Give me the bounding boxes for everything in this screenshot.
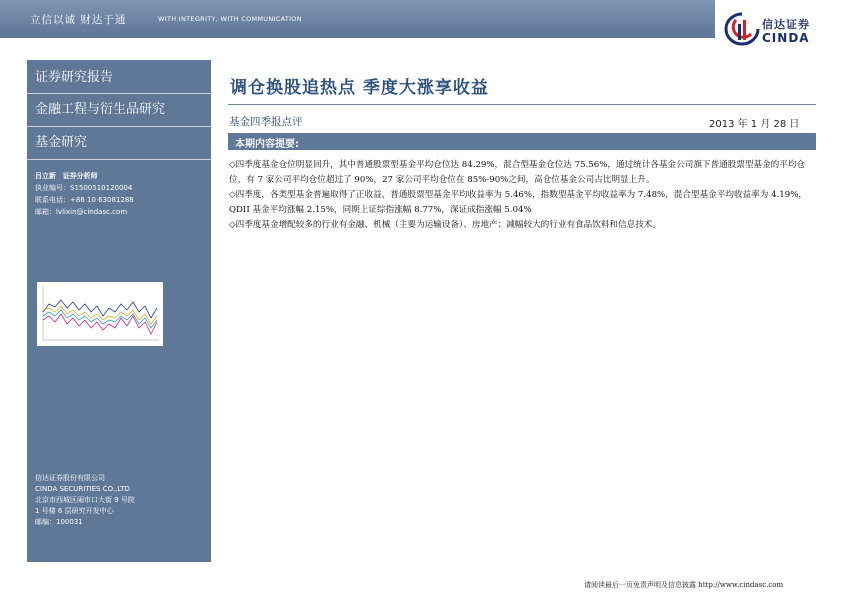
brand-name-en: CINDA [762, 31, 810, 45]
company-address-1: 北京市西城区闹市口大街 9 号院 [35, 496, 135, 504]
postcode-label: 邮编： [35, 518, 56, 526]
phone-label: 联系电话： [35, 196, 70, 204]
header-bar [0, 0, 715, 38]
summary-paragraph: ◇四季度基金增配较多的行业有金融、机械（主要为运输设备）、房地产；减幅较大的行业有食品饮料和信息技术。 [229, 220, 661, 230]
category-securities-research: 证券研究报告 [35, 70, 114, 85]
sidebar [27, 60, 211, 562]
slogan-en: WITH INTEGRITY, WITH COMMUNICATION [158, 15, 302, 23]
summary-header-band [228, 133, 816, 150]
cert-label: 执业编号： [35, 184, 70, 192]
summary-paragraph: ◇四季度，各类型基金普遍取得了正收益，普通股票型基金平均收益率为 5.46%，指数型基金平均收益率为 7.48%，混合型基金平均收益率为 4.19%，QDII 基金平均涨幅 2.15%，同期上证综指涨幅 8.77%，深证成指涨幅 5.04% [229, 190, 807, 215]
company-info [35, 473, 135, 528]
cert-number: S1500510120004 [70, 184, 133, 192]
analyst-name: 吕立新 [35, 172, 56, 180]
divider [27, 159, 211, 160]
report-title: 调仓换股追热点 季度大涨享收益 [230, 78, 489, 98]
analyst-role: 证券分析师 [62, 172, 98, 180]
summary-paragraph: ◇四季度基金仓位明显回升，其中普通股票型基金平均仓位达 84.29%，混合型基金仓位达 75.56%，通过统计各基金公司旗下普通股票型基金的平均仓位，有 7 家公司平均仓位超过了 90%，27 家公司平均仓位在 85%-90%之间，高仓位基金公司占比明显上升。 [229, 160, 806, 185]
company-name-en: CINDA SECURITIES CO.,LTD [35, 485, 130, 493]
email-label: 邮箱： [35, 208, 56, 216]
brand-name-cn: 信达证券 [762, 18, 810, 31]
divider [27, 126, 211, 127]
phone-number: +86 10 63081288 [70, 196, 134, 204]
cinda-logo-icon [724, 12, 760, 46]
postcode: 100031 [56, 518, 83, 526]
analyst-info [35, 170, 134, 218]
company-address-2: 1 号楼 6 层研究开发中心 [35, 507, 114, 515]
summary-label: 本期内容提要: [235, 139, 299, 150]
report-date: 2013 年 1 月 28 日 [709, 119, 800, 130]
company-name-cn: 信达证券股份有限公司 [35, 474, 105, 482]
divider [27, 93, 211, 94]
footer-disclaimer: 请阅读最后一页免责声明及信息披露 http://www.cindasc.com [584, 581, 784, 589]
cover-chart-thumbnail [37, 282, 163, 346]
report-subtitle: 基金四季报点评 [229, 116, 303, 128]
email-address[interactable]: lvlixin@cindasc.com [56, 208, 128, 216]
title-divider [228, 104, 816, 105]
category-fin-engineering: 金融工程与衍生品研究 [35, 102, 166, 117]
slogan-cn: 立信以诚 财达于通 [30, 14, 127, 26]
summary-body [229, 158, 817, 233]
category-fund-research: 基金研究 [35, 135, 88, 150]
cinda-logo [724, 12, 824, 46]
